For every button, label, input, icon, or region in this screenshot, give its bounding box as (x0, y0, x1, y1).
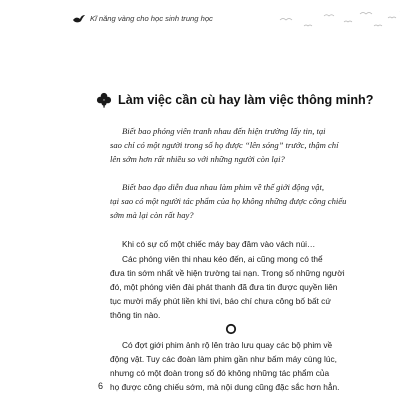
body-paragraph (110, 237, 380, 251)
section-title: Làm việc cần cù hay làm việc thông minh? (118, 93, 374, 107)
running-title: Kĩ năng vàng cho học sinh trung học (90, 14, 213, 23)
text-line: động vật. Tuy các đoàn làm phim gần như bấm máy cùng lúc, (110, 354, 337, 364)
flying-birds-icon (222, 6, 400, 36)
body-paragraph (110, 252, 380, 322)
lead-paragraph (110, 124, 380, 166)
text-line: tại sao có một người tác phẩm của họ không những được công chiếu (110, 196, 347, 206)
text-line: đưa tin sớm nhất về hiện trường tai nạn. Trong số những người (110, 268, 345, 278)
lead-paragraph (110, 180, 380, 222)
text-line: lên sớm hơn rất nhiều so với những người còn lại? (110, 154, 285, 164)
text-line: Có đợt giới phim ảnh rộ lên trào lưu quay các bộ phim về (122, 340, 333, 350)
page-number: 6 (98, 381, 104, 391)
text-line: tục mười mấy phút liền khi tivi, báo chí chưa công bố bất cứ (110, 296, 331, 306)
text-line: sao chỉ có một người trong số họ được “lên sóng” trước, thậm chí (110, 140, 339, 150)
text-line: đó, một phóng viên đài phát thanh đã đưa tin được quyền liên (110, 282, 338, 292)
bird-logo-icon (72, 13, 86, 25)
text-line: Biết bao đạo diễn đua nhau làm phim về thế giới động vật, (122, 182, 324, 192)
text-line: Các phóng viên thi nhau kéo đến, ai cũng mong có thể (122, 254, 323, 264)
text-line: nhưng có một đoàn trong số đó không những tác phẩm của (110, 368, 330, 378)
section-heading (96, 90, 386, 110)
clover-icon (96, 92, 112, 108)
text-line: Khi có sự cố một chiếc máy bay đâm vào vách núi… (122, 239, 316, 249)
running-header (72, 12, 382, 26)
text-line: thông tin nào. (110, 310, 161, 320)
text-line: sớm mà lại còn rất hay? (110, 210, 194, 220)
text-line: Biết bao phóng viên tranh nhau đến hiện trường lấy tin, tại (122, 126, 326, 136)
body-paragraph (110, 338, 380, 394)
ring-divider-icon (225, 323, 237, 335)
text-line: họ được công chiếu sớm, mà nội dung cũng đặc sắc hơn hẳn. (110, 382, 340, 392)
